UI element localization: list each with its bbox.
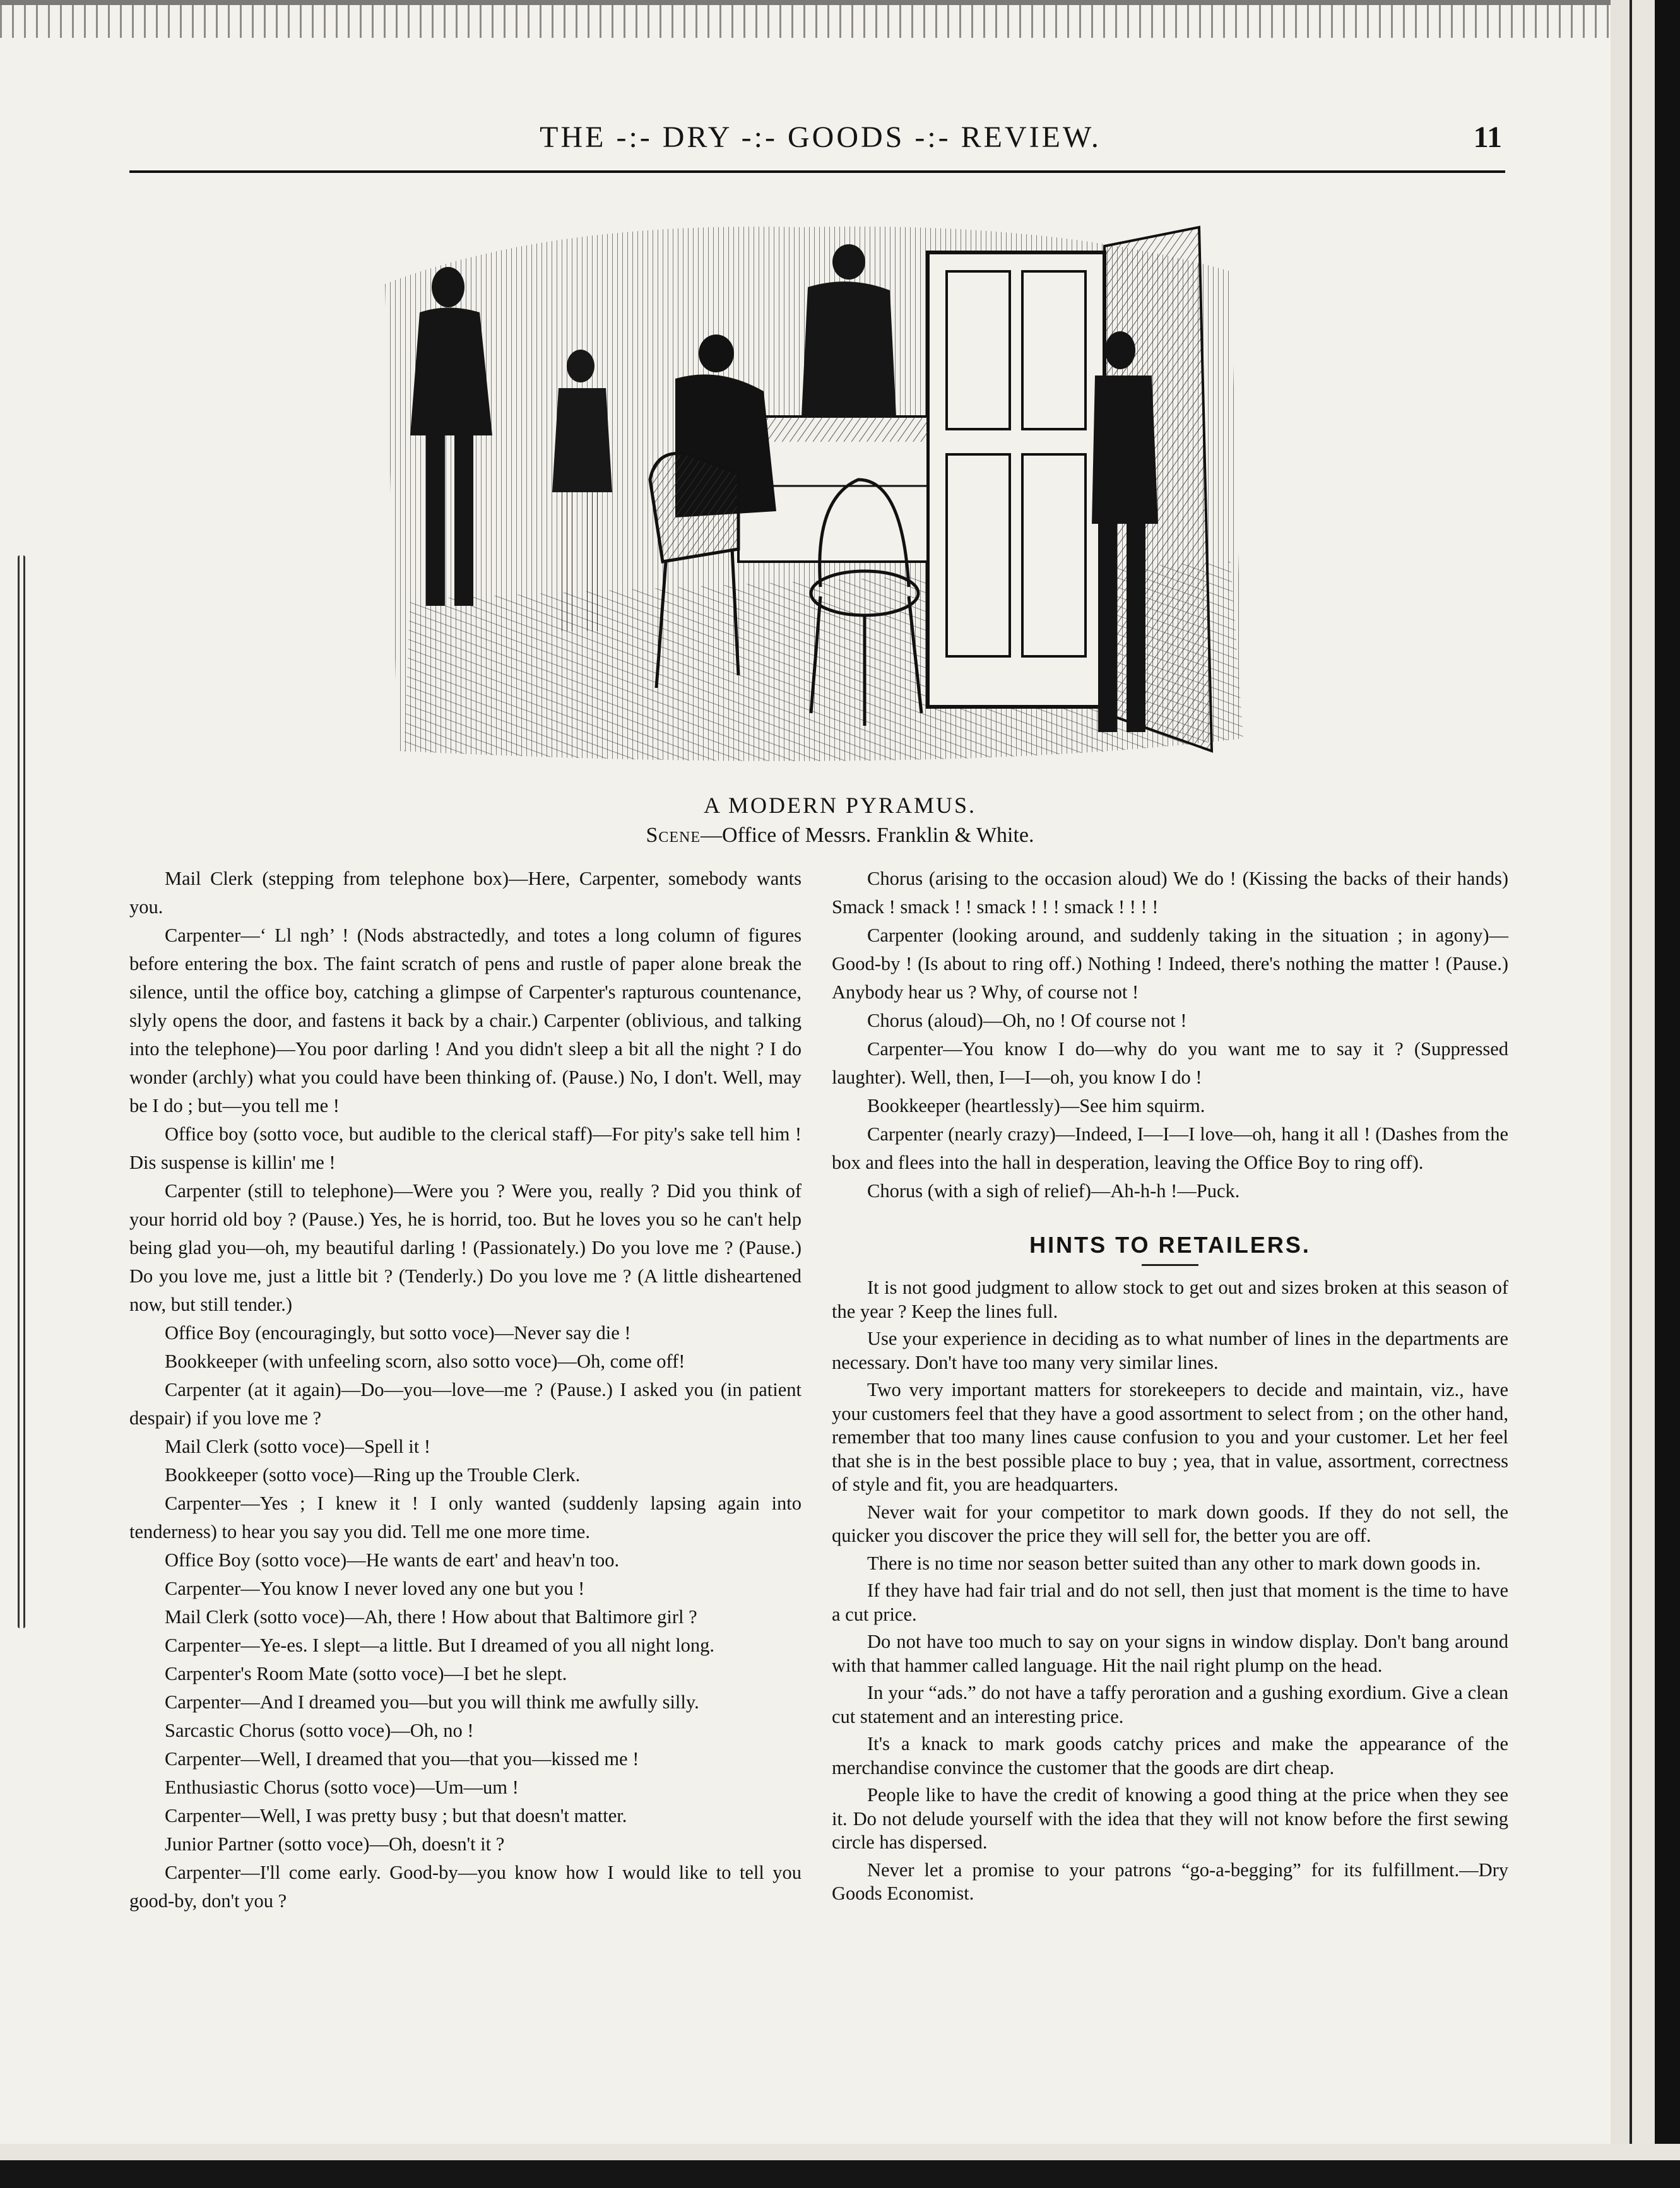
- dialogue-paragraph: Carpenter—Well, I was pretty busy ; but that doesn't matter.: [165, 1805, 627, 1826]
- scan-right-edge: [1611, 0, 1680, 2188]
- dialogue-paragraph: Carpenter—You know I never loved any one but you !: [165, 1578, 585, 1599]
- page-header: [126, 120, 1515, 170]
- hint-paragraph: People like to have the credit of knowing a good thing at the price when they see it. Do not delude yourself with the idea that they will not know before the first sewing circle has dispersed.: [832, 1784, 1508, 1853]
- dialogue-paragraph: Carpenter (looking around, and suddenly taking in the situation ; in agony)—Good-by ! (Is about to ring off.) Nothing ! Indeed, there's nothing the matter ! (Pause.) Anybody hear us ? Why, of course not !: [832, 925, 1508, 1003]
- running-title: THE -:- DRY -:- GOODS -:- REVIEW.: [540, 121, 1101, 154]
- dialogue-paragraph: Carpenter (at it again)—Do—you—love—me ? (Pause.) I asked you (in patient despair) if you love me ?: [129, 1379, 802, 1429]
- dialogue-paragraph: Mail Clerk (sotto voce)—Spell it !: [165, 1436, 430, 1457]
- scene-label: Scene: [646, 824, 701, 847]
- dialogue-paragraph: Carpenter—I'll come early. Good-by—you know how I would like to tell you good-by, don't you ?: [129, 1862, 802, 1912]
- dialogue-paragraph: Chorus (aloud)—Oh, no ! Of course not !: [867, 1010, 1187, 1031]
- dialogue-paragraph: Mail Clerk (stepping from telephone box)—Here, Carpenter, somebody wants you.: [129, 868, 802, 918]
- hint-paragraph: It is not good judgment to allow stock to get out and sizes broken at this season of the year ? Keep the lines full.: [832, 1277, 1508, 1322]
- dialogue-paragraph: Bookkeeper (heartlessly)—See him squirm.: [867, 1095, 1205, 1116]
- dialogue-paragraph: Carpenter—Ye-es. I slept—a little. But I dreamed of you all night long.: [165, 1635, 715, 1656]
- dialogue-paragraph: Chorus (arising to the occasion aloud) We do ! (Kissing the backs of their hands) Smack ! smack ! ! smack ! ! ! smack ! ! ! !: [832, 868, 1508, 918]
- hint-paragraph: Do not have too much to say on your signs in window display. Don't bang around with that hammer called language. Hit the nail right plump on the head.: [832, 1631, 1508, 1676]
- hints-section: [832, 1276, 1508, 1906]
- right-column: [832, 865, 1508, 1910]
- hint-paragraph: In your “ads.” do not have a taffy peroration and a gushing exordium. Give a clean cut statement and an interesting price.: [832, 1682, 1508, 1727]
- dialogue-paragraph: Carpenter—‘ Ll ngh’ ! (Nods abstractedly, and totes a long column of figures before entering the box. The faint scratch of pens and rustle of paper alone break the silence, until the office boy, catching a glimpse of Carpenter's rapturous countenance, slyly opens the door, and fastens it back by a chair.) Carpenter (oblivious, and talking into the telephone)—You poor darling ! And you didn't sleep a bit all the night ? I do wonder (archly) what you could have been thinking of. (Pause.) No, I don't. Well, may be I do ; but—you tell me !: [129, 925, 802, 1116]
- dialogue-paragraph: Mail Clerk (sotto voce)—Ah, there ! How about that Baltimore girl ?: [165, 1606, 697, 1628]
- dialogue-paragraph: Office Boy (encouragingly, but sotto voce)—Never say die !: [165, 1322, 631, 1344]
- hint-paragraph: Never wait for your competitor to mark down goods. If they do not sell, the quicker you discover the price they will sell for, the better you are off.: [832, 1501, 1508, 1546]
- dialogue-paragraph: Carpenter—You know I do—why do you want me to say it ? (Suppressed laughter). Well, then, I—I—oh, you know I do !: [832, 1038, 1508, 1088]
- left-column: [129, 865, 802, 1915]
- binding-mark: [18, 555, 25, 1628]
- hint-paragraph: There is no time nor season better suited than any other to mark down goods in.: [867, 1552, 1481, 1574]
- dialogue-paragraph: Carpenter's Room Mate (sotto voce)—I bet he slept.: [165, 1663, 567, 1684]
- dialogue-paragraph: Carpenter—Well, I dreamed that you—that you—kissed me !: [165, 1748, 639, 1770]
- dialogue-paragraph: Carpenter—And I dreamed you—but you will think me awfully silly.: [165, 1691, 699, 1713]
- dialogue-paragraph: Enthusiastic Chorus (sotto voce)—Um—um !: [165, 1777, 519, 1798]
- heading-rule: [1142, 1264, 1198, 1266]
- dialogue-paragraph: Bookkeeper (with unfeeling scorn, also sotto voce)—Oh, come off!: [165, 1351, 685, 1372]
- dialogue-paragraph: Sarcastic Chorus (sotto voce)—Oh, no !: [165, 1720, 474, 1741]
- illustration-title: A MODERN PYRAMUS.: [703, 793, 977, 818]
- illustration-scene: [0, 824, 1680, 848]
- scan-bottom-edge: [0, 2144, 1680, 2188]
- dialogue-paragraph: Office Boy (sotto voce)—He wants de eart' and heav'n too.: [165, 1549, 620, 1571]
- dialogue-paragraph: Carpenter (still to telephone)—Were you ? Were you, really ? Did you think of your horrid old boy ? (Pause.) Yes, he is horrid, too. But he loves you so he can't help being glad you—oh, my beautiful darling ! (Passionately.) Do you love me ? (Pause.) Do you love me, just a little bit ? (Tenderly.) Do you love me ? (A little disheartened now, but still tender.): [129, 1180, 802, 1315]
- page-number: 11: [1473, 121, 1502, 154]
- scan-top-edge: [0, 0, 1680, 38]
- header-rule: [129, 170, 1505, 173]
- dialogue-paragraph: Junior Partner (sotto voce)—Oh, doesn't it ?: [165, 1833, 505, 1855]
- hint-paragraph: It's a knack to mark goods catchy prices and make the appearance of the merchandise convince the customer that the goods are dirt cheap.: [832, 1733, 1508, 1778]
- engraving-illustration: [360, 208, 1256, 776]
- hint-paragraph: Use your experience in deciding as to what number of lines in the departments are necessary. Don't have too many very similar lines.: [832, 1328, 1508, 1373]
- hint-paragraph: Two very important matters for storekeepers to decide and maintain, viz., have your customers feel that they have a good assortment to select from ; on the other hand, remember that too many lines cause confusion to you and your customer. Let her feel that she is in the best possible place to buy ; yea, that in value, assortment, correctness of style and fit, you are headquarters.: [832, 1379, 1508, 1495]
- dialogue-paragraph: Office boy (sotto voce, but audible to the clerical staff)—For pity's sake tell him ! Dis suspense is killin' me !: [129, 1123, 802, 1173]
- hint-paragraph: Never let a promise to your patrons “go-a-begging” for its fulfillment.—Dry Goods Economist.: [832, 1859, 1508, 1904]
- dialogue-paragraph: Carpenter—Yes ; I knew it ! I only wanted (suddenly lapsing again into tenderness) to hear you say you did. Tell me one more time.: [129, 1493, 802, 1542]
- hints-heading: HINTS TO RETAILERS.: [1029, 1232, 1311, 1258]
- scene-text: —Office of Messrs. Franklin & White.: [701, 824, 1034, 847]
- dialogue-paragraph: Chorus (with a sigh of relief)—Ah-h-h !—Puck.: [867, 1180, 1240, 1202]
- dialogue-paragraph: Carpenter (nearly crazy)—Indeed, I—I—I love—oh, hang it all ! (Dashes from the box and flees into the hall in desperation, leaving the Office Boy to ring off).: [832, 1123, 1508, 1173]
- hint-paragraph: If they have had fair trial and do not sell, then just that moment is the time to have a cut price.: [832, 1580, 1508, 1625]
- dialogue-paragraph: Bookkeeper (sotto voce)—Ring up the Trouble Clerk.: [165, 1464, 581, 1486]
